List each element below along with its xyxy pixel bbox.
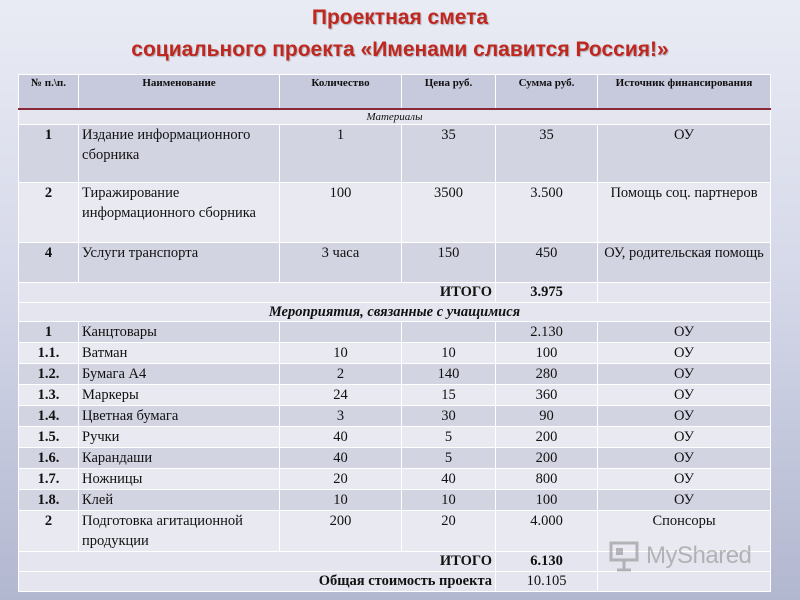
table-row [19,243,771,283]
row-source: ОУ [598,406,771,427]
row-qty: 2 [280,364,402,385]
row-num: 1.6. [19,448,79,469]
row-sum: 360 [496,385,598,406]
total-materials-value: 3.975 [496,283,598,303]
header-name: Наименование [79,75,280,110]
row-sum: 280 [496,364,598,385]
row-qty [280,322,402,343]
row-sum: 200 [496,448,598,469]
table-row [19,385,771,406]
table-row [19,448,771,469]
row-sum: 4.000 [496,511,598,552]
table-row [19,406,771,427]
row-sum: 100 [496,490,598,511]
row-name: Издание информационного сборника [79,125,280,183]
total-materials-row [19,283,771,303]
grand-total-value: 10.105 [496,572,598,592]
table-row [19,125,771,183]
watermark-text: MyShared [646,542,752,569]
row-qty: 40 [280,448,402,469]
row-sum: 3.500 [496,183,598,243]
row-qty: 20 [280,469,402,490]
header-source: Источник финансирования [598,75,771,110]
row-qty: 200 [280,511,402,552]
row-source: ОУ [598,125,771,183]
table-header-row [19,75,771,110]
row-source: ОУ [598,448,771,469]
row-qty: 10 [280,343,402,364]
row-num: 1.7. [19,469,79,490]
row-qty: 1 [280,125,402,183]
row-name: Канцтовары [79,322,280,343]
row-source: Спонсоры [598,511,771,552]
row-name: Карандаши [79,448,280,469]
row-price: 40 [402,469,496,490]
watermark [608,538,768,574]
header-price: Цена руб. [402,75,496,110]
estimate-table [18,74,771,592]
row-num: 1 [19,322,79,343]
row-qty: 24 [280,385,402,406]
section-students-label: Мероприятия, связанные с учащимися [19,303,771,322]
row-qty: 3 [280,406,402,427]
row-price: 3500 [402,183,496,243]
section-students-row [19,303,771,322]
row-price [402,322,496,343]
row-qty: 10 [280,490,402,511]
table-row [19,427,771,448]
row-qty: 100 [280,183,402,243]
row-sum: 800 [496,469,598,490]
section-materials-row [19,109,771,125]
table-row [19,364,771,385]
row-sum: 90 [496,406,598,427]
header-qty: Количество [280,75,402,110]
row-price: 15 [402,385,496,406]
grand-total-empty [598,572,771,592]
row-name: Бумага А4 [79,364,280,385]
row-name: Тиражирование информационного сборника [79,183,280,243]
row-num: 1.4. [19,406,79,427]
row-price: 10 [402,490,496,511]
row-source: ОУ [598,364,771,385]
row-sum: 2.130 [496,322,598,343]
total-students-value: 6.130 [496,552,598,572]
total-materials-label: ИТОГО [19,283,496,303]
row-sum: 450 [496,243,598,283]
table-row [19,183,771,243]
row-price: 20 [402,511,496,552]
row-name: Клей [79,490,280,511]
table-row [19,490,771,511]
row-price: 5 [402,427,496,448]
table-row [19,322,771,343]
row-num: 4 [19,243,79,283]
presentation-board-icon [608,539,642,573]
row-name: Подготовка агитационной продукции [79,511,280,552]
title-line-1: Проектная смета [311,6,489,29]
row-source: ОУ [598,322,771,343]
grand-total-label: Общая стоимость проекта [19,572,496,592]
row-name: Цветная бумага [79,406,280,427]
row-price: 30 [402,406,496,427]
row-num: 1.5. [19,427,79,448]
row-qty: 3 часа [280,243,402,283]
row-name: Маркеры [79,385,280,406]
table-row [19,469,771,490]
row-sum: 100 [496,343,598,364]
row-price: 150 [402,243,496,283]
row-name: Ручки [79,427,280,448]
row-name: Ножницы [79,469,280,490]
row-num: 1.3. [19,385,79,406]
row-price: 140 [402,364,496,385]
row-source: ОУ [598,343,771,364]
row-sum: 35 [496,125,598,183]
title-line-2: социального проекта «Именами славится Россия!» [131,38,669,61]
row-name: Ватман [79,343,280,364]
row-price: 35 [402,125,496,183]
row-price: 10 [402,343,496,364]
row-source: ОУ [598,490,771,511]
total-materials-empty [598,283,771,303]
row-num: 2 [19,183,79,243]
row-source: ОУ [598,469,771,490]
row-num: 1.2. [19,364,79,385]
row-source: ОУ [598,427,771,448]
row-price: 5 [402,448,496,469]
header-sum: Сумма руб. [496,75,598,110]
row-source: ОУ, родительская помощь [598,243,771,283]
row-num: 1.8. [19,490,79,511]
row-qty: 40 [280,427,402,448]
row-source: ОУ [598,385,771,406]
row-source: Помощь соц. партнеров [598,183,771,243]
section-materials-label: Материалы [19,109,771,125]
row-name: Услуги транспорта [79,243,280,283]
row-num: 1 [19,125,79,183]
row-num: 2 [19,511,79,552]
table-row [19,343,771,364]
row-sum: 200 [496,427,598,448]
row-num: 1.1. [19,343,79,364]
header-num: № п.\п. [19,75,79,110]
total-students-label: ИТОГО [19,552,496,572]
grand-total-row [19,572,771,592]
